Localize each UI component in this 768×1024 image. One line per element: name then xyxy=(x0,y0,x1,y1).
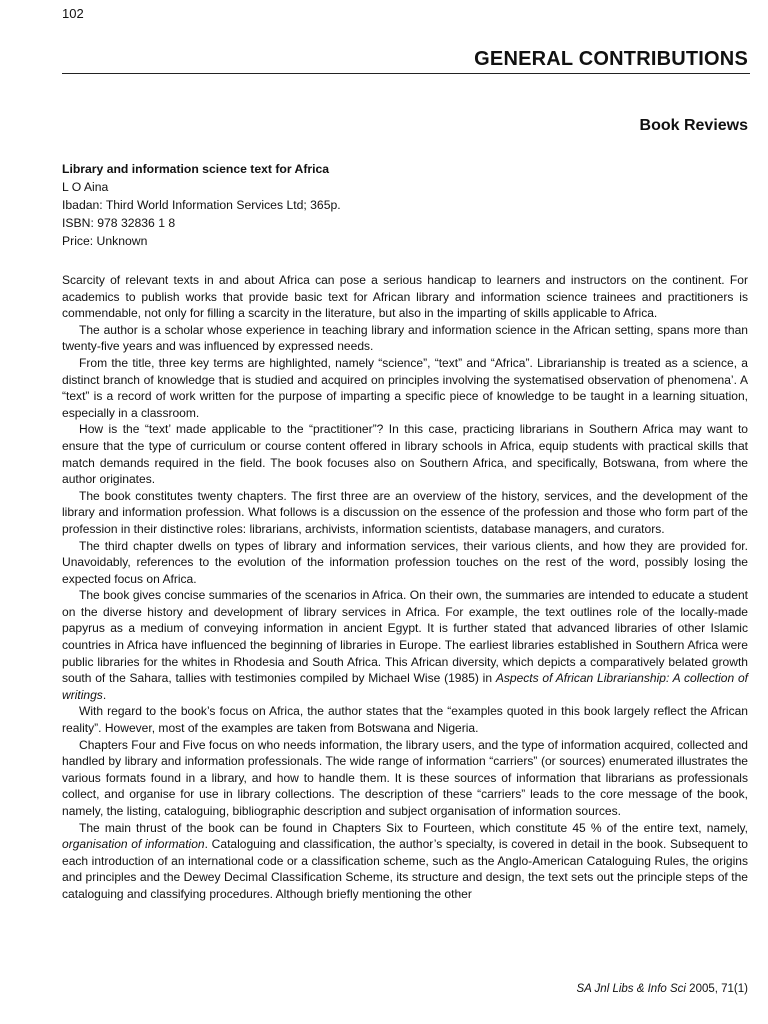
book-details xyxy=(62,160,341,250)
section-heading: GENERAL CONTRIBUTIONS xyxy=(474,48,748,70)
paragraph: The author is a scholar whose experience in teaching library and information science in the African setting, spans more than twenty-five years and was influenced by expressed needs. xyxy=(62,322,748,354)
paragraph xyxy=(62,820,748,903)
book-price: Price: Unknown xyxy=(62,234,148,248)
page-number: 102 xyxy=(62,6,84,21)
paragraph-end: . Cataloguing and classification, the author’s specialty, is covered in detail in the book. Subsequent to each introduction of an international code or a classification scheme, such as the Anglo-American Cataloguing Rules, the origins and principles and the Dewey Decimal Classification Scheme, its structure and design, the text sets out the principle steps of the cataloguing and classifying procedures. Although briefly mentioning the other xyxy=(62,837,749,901)
book-publisher: Ibadan: Third World Information Services Ltd; 365p. xyxy=(62,198,341,212)
paragraph: The third chapter dwells on types of library and information services, their various clients, and how they are provided for. Unavoidably, references to the evolution of the information profession touches on the rest of the word, possibly losing the expected focus on Africa. xyxy=(62,538,748,586)
paragraph: How is the “text’ made applicable to the “practitioner”? In this case, practicing librarians in Southern Africa may want to ensure that the type of curriculum or course content offered in library schools in Africa, equip students with practical skills that match demands required in the field. The book focuses also on Southern Africa, and specifically, Botswana, from where the author originates. xyxy=(62,422,748,487)
paragraph-end: . xyxy=(102,687,107,702)
paragraph: With regard to the book’s focus on Africa, the author states that the “examples quoted in this book largely reflect the African reality”. However, most of the examples are taken from Botswana and Nigeria. xyxy=(62,704,748,736)
book-author: L O Aina xyxy=(62,180,109,194)
book-title: Library and information science text for Africa xyxy=(62,162,330,176)
paragraph-text: The book gives concise summaries of the scenarios in Africa. On their own, the summaries are intended to educate a student on the diverse history and development of library services in Africa. For example, the text outlines role of the locally-made papyrus as a medium of conveying information in ancient Egypt. It is further stated that advanced libraries of other Islamic countries in Africa have influenced the beginning of libraries in Europe. The earliest libraries established in Southern Africa were public libraries for the whites in Rhodesia and South Africa. This African diversity, which depicts a comparatively belated growth south of the Sahara, tallies with testimonies compiled by Michael Wise (1985) in xyxy=(62,588,748,686)
paragraph: The book constitutes twenty chapters. The first three are an overview of the history, services, and the development of the library and information profession. What follows is a discussion on the essence of the profession and those who form part of the profession in their distinctive roles: librarians, archivists, information scientists, database managers, and curators. xyxy=(62,488,748,536)
paragraph xyxy=(62,587,748,703)
journal-footer xyxy=(576,983,748,995)
subsection-heading: Book Reviews xyxy=(639,117,748,134)
journal-issue: 2005, 71(1) xyxy=(689,983,748,995)
book-isbn: ISBN: 978 32836 1 8 xyxy=(62,216,176,230)
review-body xyxy=(62,272,748,903)
paragraph-text: The main thrust of the book can be found in Chapters Six to Fourteen, which constitute 45 % of the entire text, namely, xyxy=(79,820,748,835)
cited-work-title: Aspects of African Librarianship: A collection of writings xyxy=(62,671,748,702)
paragraph: Scarcity of relevant texts in and about Africa can pose a serious handicap to learners and instructors on the continent. For academics to publish works that provide basic text for African library and information science trainees and practitioners is commendable, not only for filling a scarcity in the literature, but also in the imparting of skills applicable to Africa. xyxy=(62,273,748,321)
paragraph: Chapters Four and Five focus on who needs information, the library users, and the type of information acquired, collected and handled by library and information professionals. The wide range of information “carriers” (or sources) enumerated illustrates the various formats found in a library, and how to handle them. It is these sources of information that librarians as professionals collect, and organise for use in library collections. The description of these “carriers” leads to the core message of the book, namely, the listing, cataloguing, bibliographic description and subject organisation of information sources. xyxy=(62,737,748,818)
paragraph: From the title, three key terms are highlighted, namely “science”, “text” and “Africa”. Librarianship is treated as a science, a distinct branch of knowledge that is studied and acquired on principles involving the systematised observation of phenomena’. A “text” is a record of work written for the purpose of imparting a specific piece of knowledge to be taught in a learning situation, especially in a classroom. xyxy=(62,355,748,420)
heading-rule xyxy=(62,73,750,74)
emphasis-text: organisation of information xyxy=(62,837,205,852)
journal-name: SA Jnl Libs & Info Sci xyxy=(576,983,686,995)
